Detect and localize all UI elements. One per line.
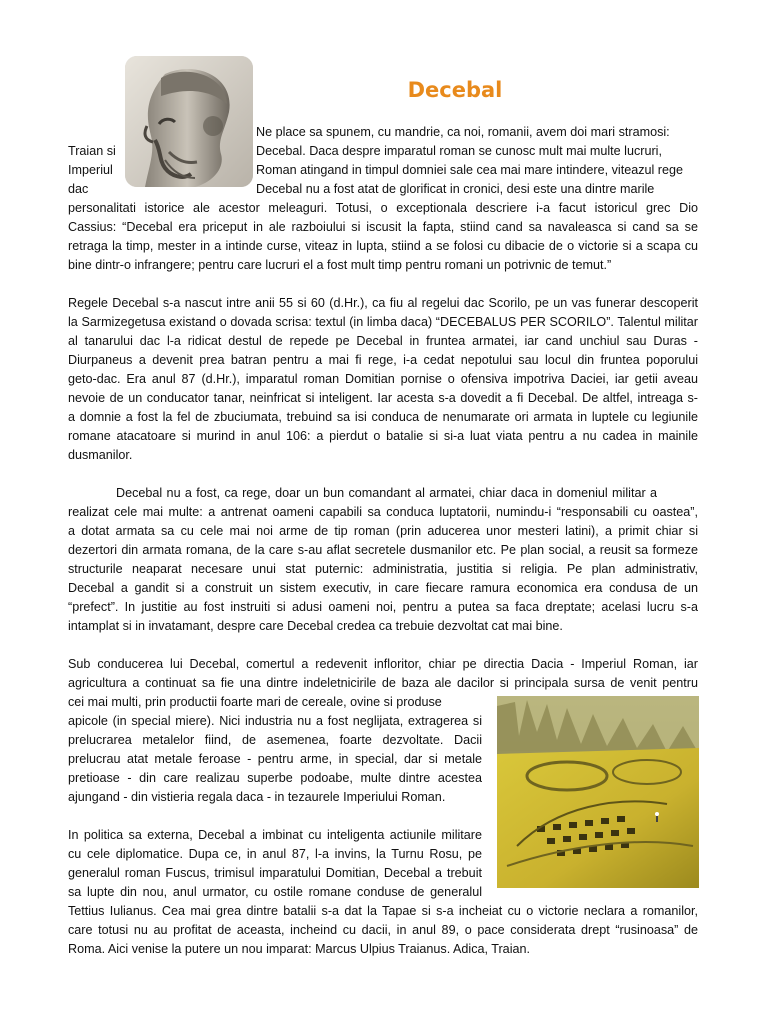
intro-line: personalitati istorice ale acestor meleaguri. Totusi, o exceptionala descriere i-a facut istoricul grec Dio [68,201,698,215]
intro-right-line-4: Decebal nu a fost atat de glorificat in cronici, desi este una dintre marile [256,182,655,196]
paragraph-line: cu cele diplomatice. Dupa ce, in anul 87, l-a invins, la Turnu Rosu, pe [68,847,482,861]
paragraph-line: realizat cele mai multe: a antrenat oameni capabili sa conduca luptatorii, numindu-i “responsabili cu oastea”, [68,505,698,519]
paragraph-line: prelucrau atat metale feroase - pentru arme, in special, dar si metale [68,752,482,766]
paragraph-line: Tettius Iulianus. Cea mai grea dintre batalii s-a dat la Tapae si s-a incheiat cu o victorie neclara a romanilor, [68,904,698,918]
paragraph-line: prelucrarea metalelor fiind, de asemenea, foarte dezvoltate. Dacii [68,733,482,747]
paragraph-line: la Sarmizegetusa existand o dovada scrisa: textul (in limba daca) “DECEBALUS PER SCORILO”. Talentul militar [68,315,698,329]
intro-side-label-3: dac [68,182,89,196]
paragraph-line: In politica sa externa, Decebal a imbinat cu inteligenta actiunile militare [68,828,482,842]
paragraph-line: pretioase - din care realizau superbe podoabe, multe dintre acestea [68,771,482,785]
intro-right-line-2: Decebal. Daca despre imparatul roman se cunosc mult mai multe lucruri, [256,144,662,158]
portrait-illustration [125,56,253,187]
paragraph-line: dezertori din armata romana, de la care s-au aflat secretele dusmanilor etc. Pe plan social, a reusit sa formeze [68,543,698,557]
sarmizegetusa-ruins-photo [497,696,699,888]
paragraph-line: apicole (in special miere). Nici industria nu a fost neglijata, extragerea si [68,714,482,728]
paragraph-line: cei mai multi, prin productii foarte mari de cereale, ovine si produse [68,695,442,709]
intro-side-label-1: Traian si [68,144,116,158]
decebal-portrait-image [125,56,253,187]
paragraph-line: Sub conducerea lui Decebal, comertul a redevenit infloritor, chiar pe directia Dacia - Imperiul Roman, iar [68,657,698,671]
intro-right-line-3: Roman atingand in timpul domniei sale cea mai mare intindere, viteazul rege [256,163,684,177]
paragraph-line: ajungand - din vistieria regala daca - in tezaurele Imperiului Roman. [68,790,446,804]
ruins-illustration [497,696,699,888]
intro-side-label-2: Imperiul [68,163,113,177]
paragraph-line: agricultura a continuat sa fie una dintre indeletnicirile de baza ale dacilor si principala sursa de venit pentru [68,676,698,690]
paragraph-line: structurile neaparat necesare unui stat puternic: administratia, justitia si religia. Pe plan administrativ, [68,562,698,576]
paragraph-line: al tanarului dac l-a ridicat destul de repede pe Decebal in fruntea armatei, iar cand unchiul sau Duras - [68,334,698,348]
paragraph-line: Decebal a gandit si a construit un sistem executiv, in care fiecare ramura economica era condusa de un [68,581,698,595]
page-title: Decebal [407,78,503,102]
paragraph-line: nevoie de un conducator tanar, neinfricat si inteligent. Iar acesta s-a dovedit a fi Decebal. De altfel, intreaga s- [68,391,698,405]
paragraph-line: Diurpaneus a devenit prea batran pentru a mai fi rege, i-a cedat nepotului sau locul din fruntea poporului [68,353,698,367]
intro-line: Cassius: “Decebal era priceput in ale razboiului si iscusit la fapta, stiind cand sa navaleasca si cand sa se [68,220,698,234]
paragraph-line: care totusi nu au profitat de aceasta, incheind cu dacii, in anul 89, o pace considerata drept “rusinoasa” de [68,923,698,937]
paragraph-line: romane atacatoare si murind in anul 106: a pierdut o batalie si si-a luat viata pentru a nu cadea in mainile [68,429,698,443]
intro-line: bine dintr-o infrangere; pentru care lucruri el a fost mult timp pentru romani un potrivnic de temut.” [68,258,612,272]
paragraph-line: sa lupte din nou, anul urmator, cu ostile romane conduse de generalul [68,885,482,899]
paragraph-line: dusmanilor. [68,448,133,462]
intro-line: retraga la timp, mester in a intinde curse, viteaz in lupta, stiind a se folosi cu dibacie de o victorie si a scapa cu [68,239,698,253]
paragraph-line: Roma. Aici venise la putere un nou imparat: Marcus Ulpius Traianus. Adica, Traian. [68,942,530,956]
paragraph-line: a domnie a fost la fel de zbuciumata, trebuind sa isi conduca de nenumarate ori armata in luptele cu legiunile [68,410,698,424]
paragraph-line: Decebal nu a fost, ca rege, doar un bun comandant al armatei, chiar daca in domeniul militar a [116,486,657,500]
paragraph-line: intamplat si in invatamant, despre care Decebal credea ca trebuie dezvoltat cat mai bine. [68,619,563,633]
paragraph-line: a dotat armata sa cu cele mai noi arme de tip roman (prin aducerea unor mesteri latini), a primit chiar si [68,524,698,538]
paragraph-line: Regele Decebal s-a nascut intre anii 55 si 60 (d.Hr.), ca fiu al regelui dac Scorilo, pe un vas funerar descoperit [68,296,698,310]
intro-right-line-1: Ne place sa spunem, cu mandrie, ca noi, romanii, avem doi mari stramosi: [256,125,670,139]
paragraph-line: “prefect”. In justitie au fost instruiti si adusi oameni noi, pentru a putea sa faca dreptate; acelasi lucru s-a [68,600,698,614]
paragraph-line: geto-dac. Era anul 87 (d.Hr.), imparatul roman Domitian pornise o ofensiva impotriva Daciei, iar getii aveau [68,372,698,386]
paragraph-line: generalul roman Fuscus, trimisul imparatului Domitian, Decebal a trebuit [68,866,482,880]
